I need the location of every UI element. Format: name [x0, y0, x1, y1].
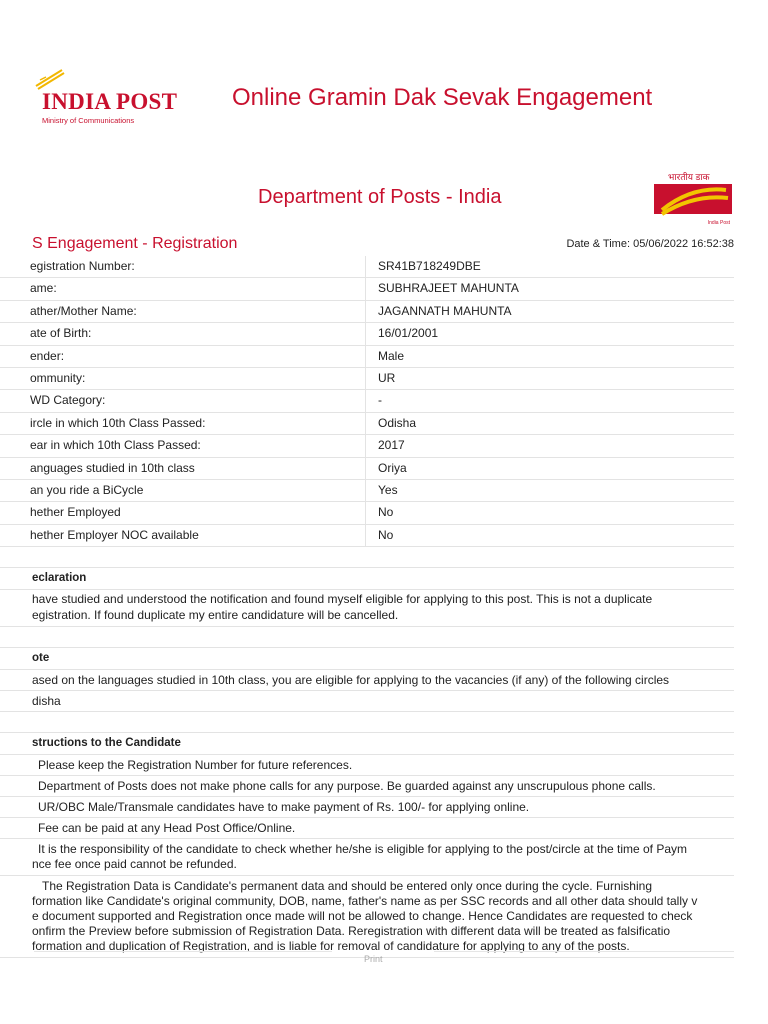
field-label: ame:: [0, 278, 366, 299]
date-time: Date & Time: 05/06/2022 16:52:38: [566, 238, 734, 250]
footer-divider: [434, 951, 734, 952]
dept-logo-emblem-icon: [652, 180, 734, 218]
field-label: hether Employer NOC available: [0, 525, 366, 546]
field-row: [0, 323, 734, 345]
registration-content: [0, 256, 734, 958]
field-value: Odisha: [378, 415, 417, 430]
field-value: No: [378, 527, 394, 542]
instruction-item: UR/OBC Male/Transmale candidates have to make payment of Rs. 100/- for applying online.: [0, 797, 734, 818]
note-circle: disha: [0, 691, 734, 712]
department-logo: [652, 168, 734, 226]
instruction-item: Please keep the Registration Number for future references.: [0, 755, 734, 776]
dept-logo-hindi-text: भारतीय डाक: [668, 172, 710, 182]
declaration-line: have studied and understood the notification and found myself eligible for applying to this post. This is not a duplicate: [32, 592, 653, 607]
field-label: egistration Number:: [0, 256, 366, 277]
field-label: ear in which 10th Class Passed:: [0, 435, 366, 456]
field-value: SR41B718249DBE: [378, 259, 481, 273]
field-row: [0, 301, 734, 323]
field-value: No: [378, 505, 394, 520]
field-label: hether Employed: [0, 502, 366, 523]
department-title: Department of Posts - India: [258, 186, 502, 208]
field-row: [0, 480, 734, 502]
page-title: Online Gramin Dak Sevak Engagement: [232, 84, 653, 111]
spacer-row: [0, 627, 734, 648]
field-label: WD Category:: [0, 390, 366, 411]
field-label: ircle in which 10th Class Passed:: [0, 413, 366, 434]
field-row: [0, 278, 734, 300]
field-value: Yes: [378, 482, 398, 497]
print-button[interactable]: Print: [364, 954, 383, 964]
field-value: Male: [378, 348, 405, 363]
declaration-heading: eclaration: [0, 568, 734, 590]
instruction-line: onfirm the Preview before submission of Registration Data. Reregistration with different data will be treated as falsificatio: [32, 924, 671, 939]
instruction-line: formation and duplication of Registration, and is liable for removal of candidature for applying to any of the posts.: [32, 939, 630, 954]
instruction-item: Department of Posts does not make phone calls for any purpose. Be guarded against any unscrupulous phone calls.: [0, 776, 734, 797]
footer-divider: [34, 951, 332, 952]
field-value: JAGANNATH MAHUNTA: [378, 303, 512, 318]
field-value: Oriya: [378, 460, 407, 475]
logo-subtext: Ministry of Communications: [42, 116, 135, 125]
field-label: an you ride a BiCycle: [0, 480, 366, 501]
instruction-line: The Registration Data is Candidate's permanent data and should be entered only once during the cycle. Furnishing: [42, 879, 652, 894]
spacer-row: [0, 547, 734, 568]
instruction-item: Fee can be paid at any Head Post Office/Online.: [0, 818, 734, 839]
dept-logo-english-text: India Post: [707, 220, 730, 226]
field-row: [0, 413, 734, 435]
field-label: ate of Birth:: [0, 323, 366, 344]
field-label: ommunity:: [0, 368, 366, 389]
note-text: ased on the languages studied in 10th class, you are eligible for applying to the vacancies (if any) of the following circles: [0, 670, 734, 691]
instruction-line: nce fee once paid cannot be refunded.: [32, 857, 237, 872]
instruction-line: e document supported and Registration once made will not be allowed to change. Hence Candidates are requested to check: [32, 909, 693, 924]
field-row: [0, 435, 734, 457]
instruction-item: [0, 876, 734, 958]
instructions-heading: structions to the Candidate: [0, 733, 734, 755]
field-row: [0, 390, 734, 412]
field-row: [0, 256, 734, 278]
spacer-row: [0, 712, 734, 733]
field-value: 2017: [378, 438, 405, 453]
instruction-item: [0, 839, 734, 876]
field-value: UR: [378, 370, 396, 385]
field-value: SUBHRAJEET MAHUNTA: [378, 281, 519, 296]
field-value: 16/01/2001: [378, 326, 439, 341]
field-row: [0, 368, 734, 390]
field-row: [0, 458, 734, 480]
instruction-line: formation like Candidate's original community, DOB, name, father's name as per SSC records and all other data should tally v: [32, 894, 698, 909]
field-label: ender:: [0, 346, 366, 367]
declaration-line: egistration. If found duplicate my entire candidature will be cancelled.: [32, 607, 399, 622]
note-heading: ote: [0, 648, 734, 670]
field-label: anguages studied in 10th class: [0, 458, 366, 479]
field-label: ather/Mother Name:: [0, 301, 366, 322]
registration-fields: [0, 256, 734, 547]
field-row: [0, 346, 734, 368]
registration-title: S Engagement - Registration: [32, 235, 238, 252]
india-post-logo: [34, 66, 194, 126]
field-row: [0, 502, 734, 524]
logo-text: INDIA POST: [42, 89, 178, 114]
field-row: [0, 525, 734, 547]
declaration-text: [0, 590, 734, 627]
instruction-line: It is the responsibility of the candidate to check whether he/she is eligible for applying to the post/circle at the time of Paym: [38, 842, 688, 857]
field-value: -: [378, 393, 382, 408]
